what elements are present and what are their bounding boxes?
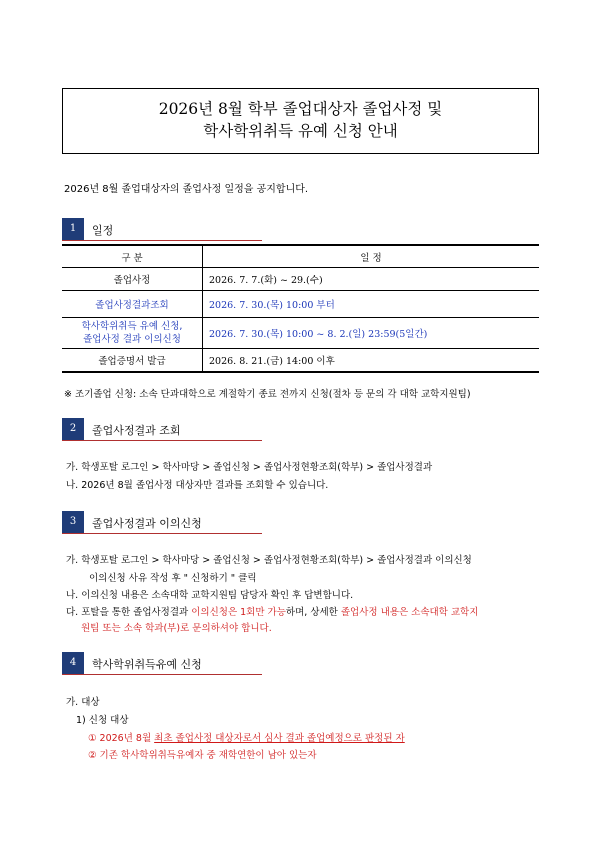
sec2-item-b: 나. 2026년 8월 졸업사정 대상자만 결과를 조회할 수 있습니다. — [66, 480, 329, 491]
header-category: 구 분 — [62, 245, 203, 268]
row-date: 2026. 8. 21.(금) 14:00 이후 — [203, 349, 540, 372]
table-row — [62, 291, 539, 318]
intro-text: 2026년 8월 졸업대상자의 졸업사정 일정을 공지합니다. — [64, 184, 309, 195]
section-underline — [62, 533, 262, 534]
sec4-target-1 — [88, 730, 405, 744]
section-underline — [62, 440, 262, 441]
sec3-item-c-cont: 원팀 또는 소속 학과(부)로 문의하셔야 합니다. — [81, 623, 272, 634]
row-category-line-2: 졸업사정 결과 이의신청 — [83, 334, 181, 345]
sec3-c-text-2: 하며, 상세한 — [285, 607, 341, 618]
section-label: 일정 — [92, 224, 114, 237]
row-category: 졸업사정결과조회 — [62, 291, 203, 318]
early-graduation-note: ※ 조기졸업 신청: 소속 단과대학으로 계절학기 종료 전까지 신청(절차 등 문의 각 대학 교학지원팀) — [64, 389, 471, 400]
table-row — [62, 349, 539, 372]
section-underline — [62, 674, 262, 675]
section-number: 4 — [62, 652, 84, 674]
sec4-target-1-prefix: ① 2026년 8월 — [88, 733, 155, 744]
sec3-item-a: 가. 학생포탈 로그인 > 학사마당 > 졸업신청 > 졸업사정현황조회(학부) > 졸업사정결과 이의신청 — [66, 555, 472, 566]
section-number: 3 — [62, 511, 84, 533]
row-category: 졸업증명서 발급 — [62, 349, 203, 372]
row-date: 2026. 7. 30.(목) 10:00 ~ 8. 2.(일) 23:59(5일간) — [203, 318, 540, 349]
title-line-1: 2026년 8월 학부 졸업대상자 졸업사정 및 — [158, 100, 443, 118]
row-date: 2026. 7. 30.(목) 10:00 부터 — [203, 291, 540, 318]
table-row — [62, 318, 539, 349]
sec4-target-2: ② 기존 학사학위취득유예자 중 재학연한이 남아 있는자 — [88, 750, 317, 761]
sec4-item-a: 가. 대상 — [66, 697, 100, 708]
sec4-target-1-underlined: 최초 졸업사정 대상자로서 심사 결과 졸업예정으로 판정된 자 — [154, 733, 405, 744]
sec4-item-a1: 1) 신청 대상 — [76, 715, 129, 726]
row-category: 졸업사정 — [62, 268, 203, 291]
header-schedule: 일 정 — [203, 245, 540, 268]
sec2-item-a: 가. 학생포탈 로그인 > 학사마당 > 졸업신청 > 졸업사정현황조회(학부) > 졸업사정결과 — [66, 462, 433, 473]
sec3-c-text: 다. 포탈을 통한 졸업사정결과 — [66, 607, 192, 618]
sec3-c-red-2: 졸업사정 내용은 소속대학 교학지 — [340, 607, 479, 618]
row-category — [62, 318, 203, 349]
sec3-item-c — [66, 604, 478, 618]
section-number: 1 — [62, 218, 84, 240]
section-underline — [62, 240, 262, 241]
sec3-c-red-1: 이의신청은 1회만 가능 — [191, 607, 286, 618]
section-number: 2 — [62, 418, 84, 440]
section-label: 졸업사정결과 이의신청 — [92, 517, 202, 530]
section-label: 학사학위취득유예 신청 — [92, 658, 202, 671]
page-title — [62, 88, 539, 154]
schedule-table — [62, 244, 539, 373]
sec3-item-b: 나. 이의신청 내용은 소속대학 교학지원팀 담당자 확인 후 답변합니다. — [66, 590, 354, 601]
sec3-item-a-cont: 이의신청 사유 작성 후 " 신청하기 " 클릭 — [89, 573, 257, 584]
table-header-row — [62, 245, 539, 268]
row-date: 2026. 7. 7.(화) ~ 29.(수) — [203, 268, 540, 291]
row-category-line-1: 학사학위취득 유예 신청, — [81, 321, 183, 332]
table-row — [62, 268, 539, 291]
title-line-2: 학사학위취득 유예 신청 안내 — [203, 122, 398, 140]
section-label: 졸업사정결과 조회 — [92, 424, 181, 437]
